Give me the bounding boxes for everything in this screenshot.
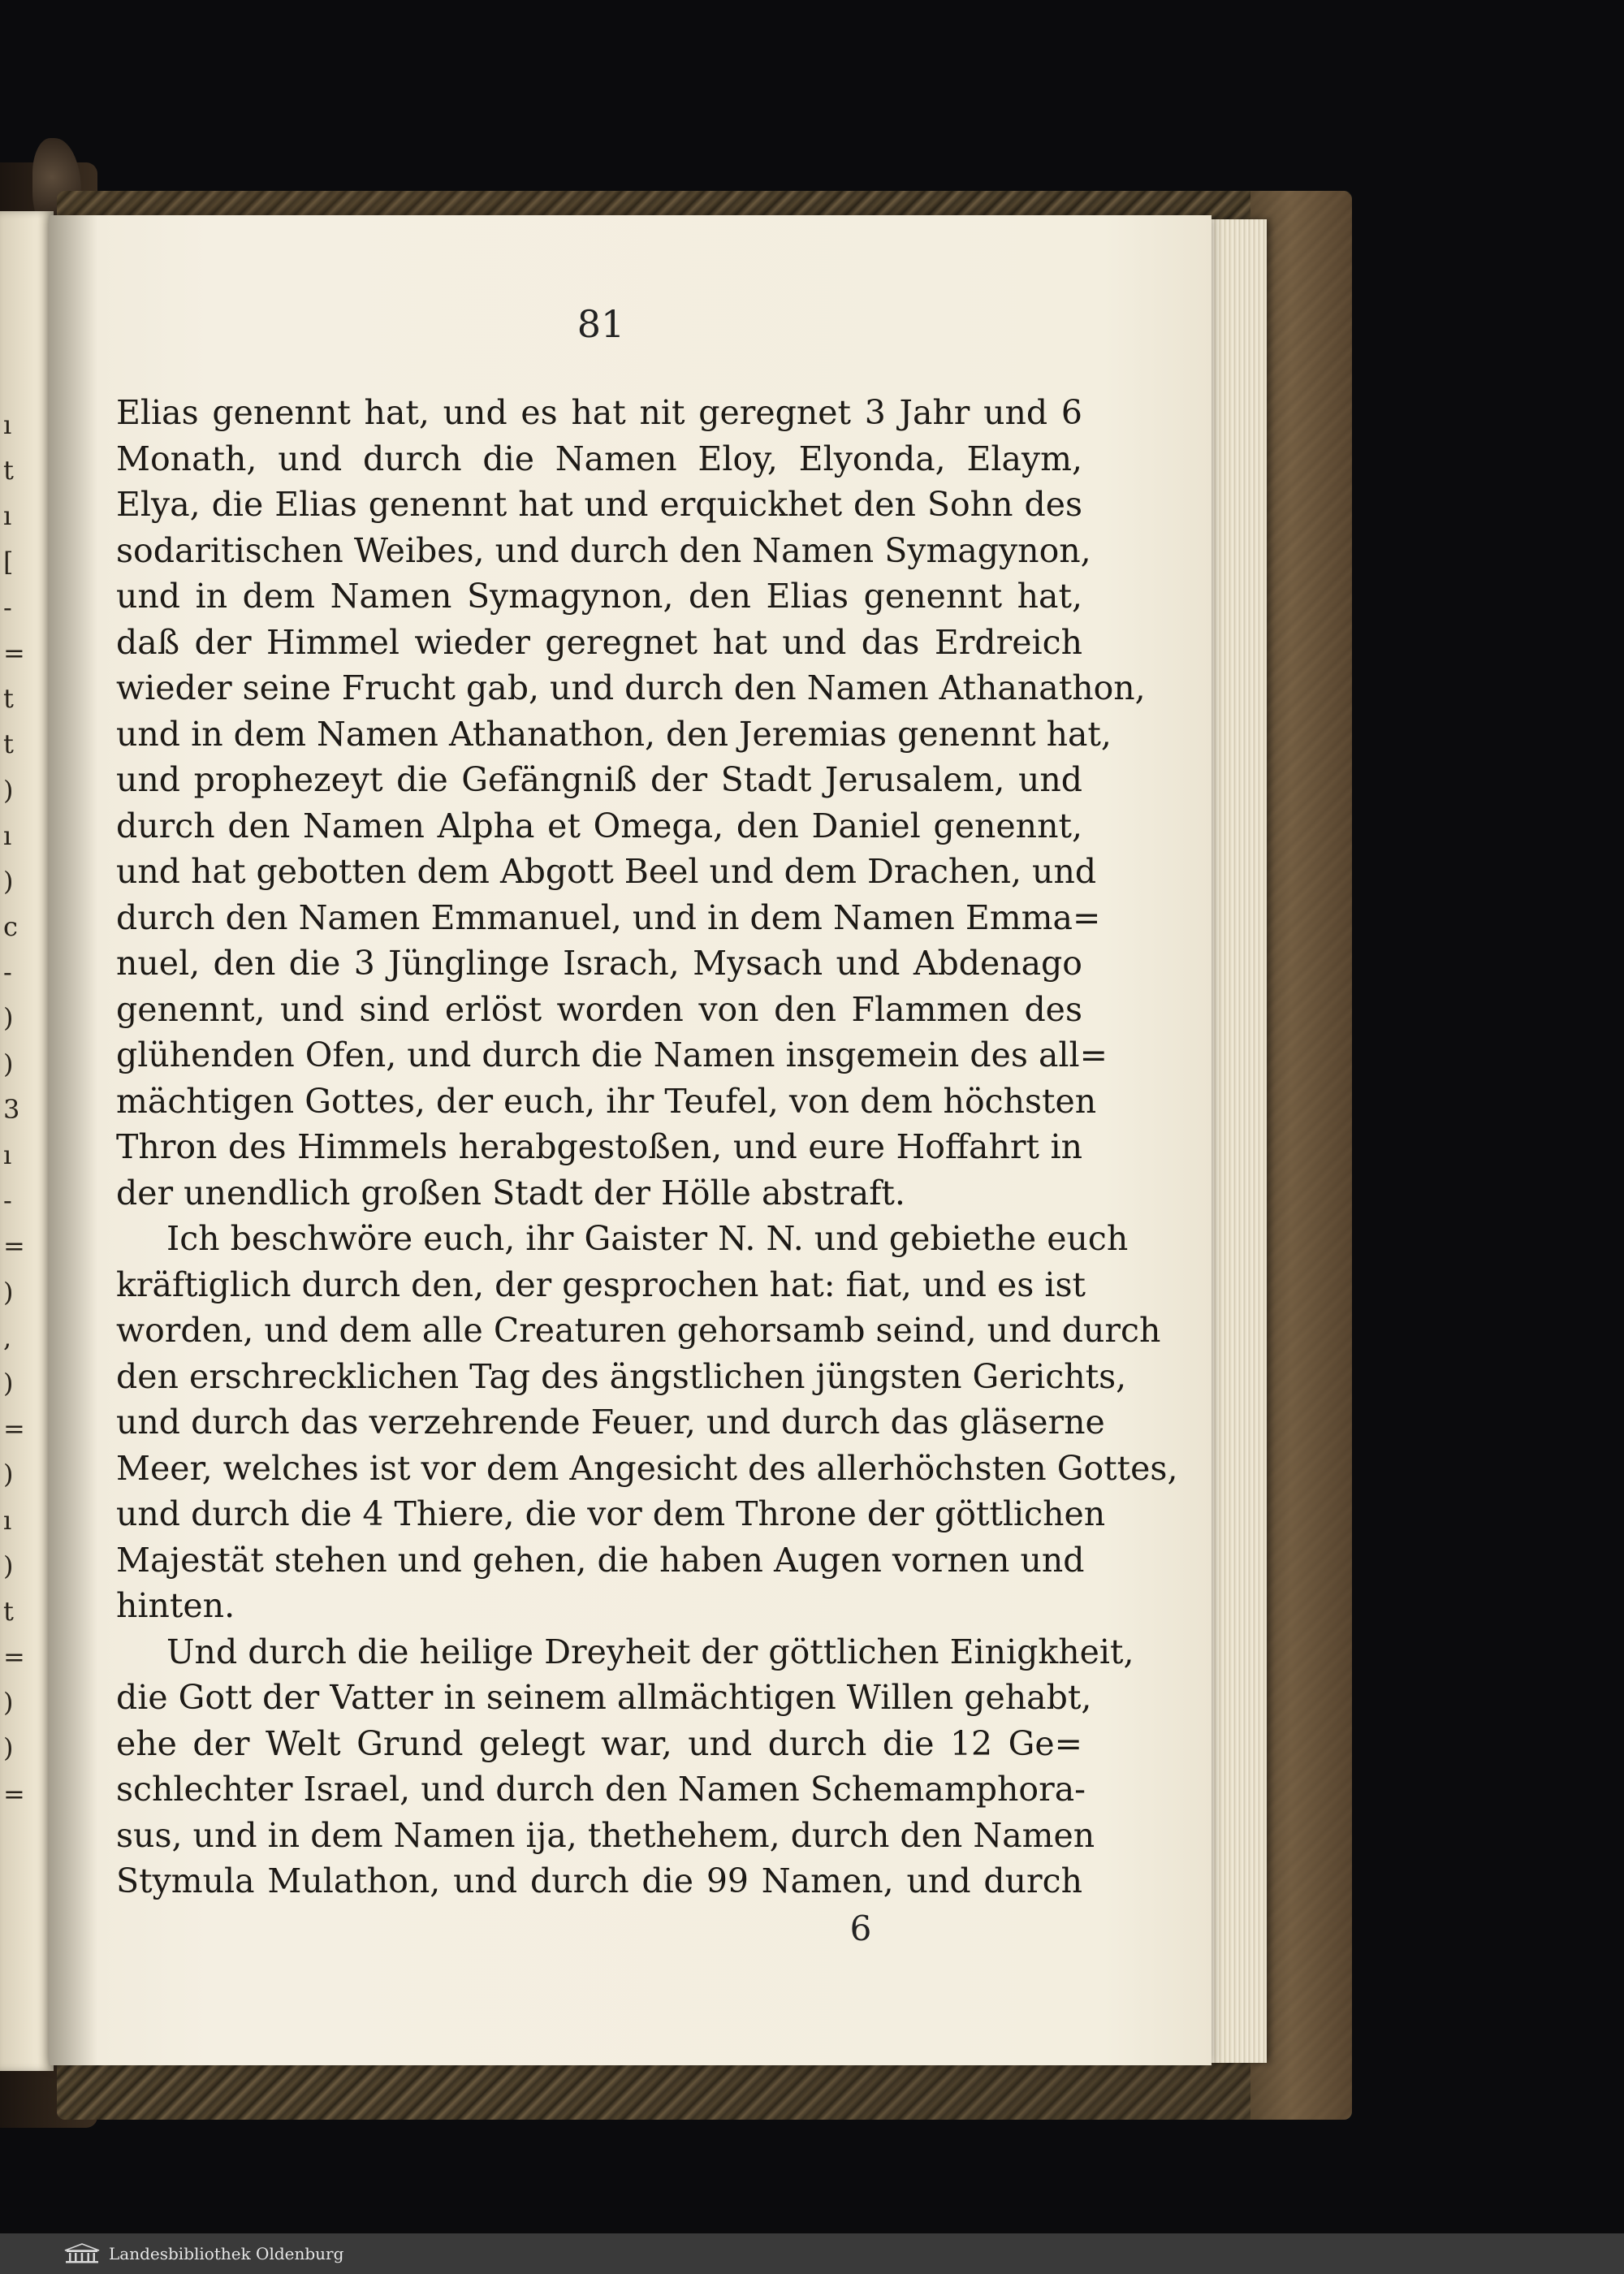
text-line: und prophezeyt die Gefängniß der Stadt Jerusalem, und [116,760,1082,799]
gutter-shadow [49,215,97,2065]
page-stack-edge [1202,219,1267,2063]
facing-page-char: t [3,455,14,486]
text-line: mächtigen Gottes, der euch, ihr Teufel, von dem höchsten [116,1081,1097,1121]
signature-mark: 6 [849,1909,872,1948]
facing-page-char: [ [3,546,14,577]
text-line: kräftiglich durch den, der gesprochen hat: fiat, und es ist [116,1265,1086,1304]
text-line: der unendlich großen Stadt der Hölle abstraft. [116,1173,905,1213]
facing-page-char: = [3,1778,25,1809]
text-line: worden, und dem alle Creaturen gehorsamb seind, und durch [116,1311,1161,1350]
text-line: Monath, und durch die Namen Eloy, Elyonda, Elaym, [116,439,1082,478]
text-line: und hat gebotten dem Abgott Beel und dem Drachen, und [116,852,1097,891]
facing-page-char: ı [3,1139,12,1170]
facing-page-char: ı [3,500,12,532]
text-line: Thron des Himmels herabgestoßen, und eure Hoffahrt in [116,1127,1082,1166]
text-line: und durch das verzehrende Feuer, und durch das gläserne [116,1403,1105,1442]
text-line: genennt, und sind erlöst worden von den Flammen des [116,989,1082,1029]
facing-page-char: t [3,1595,14,1627]
facing-page-char: ) [3,1367,14,1399]
text-line: Und durch die heilige Dreyheit der göttlichen Einigkheit, [166,1632,1134,1671]
text-line: ehe der Welt Grund gelegt war, und durch die 12 Ge= [116,1723,1082,1763]
text-line: und in dem Namen Athanathon, den Jeremias genennt hat, [116,714,1112,754]
facing-page-char: - [3,591,12,623]
facing-page-char: ) [3,1732,14,1764]
facing-page-char: ) [3,1687,14,1718]
facing-page-char: ) [3,1048,14,1079]
facing-page-char: = [3,1230,25,1262]
text-line: Meer, welches ist vor dem Angesicht des allerhöchsten Gottes, [116,1448,1178,1488]
facing-page-char: ) [3,774,14,806]
footer-bar [0,2233,1624,2274]
facing-page-char: ) [3,1276,14,1308]
page-number: 81 [577,302,625,346]
facing-page-char: ) [3,865,14,897]
text-line: sodaritischen Weibes, und durch den Namen Symagynon, [116,530,1091,570]
text-line: Elya, die Elias genennt hat und erquickhet den Sohn des [116,485,1082,524]
facing-page-char: , [3,1321,12,1353]
text-line: nuel, den die 3 Jünglinge Israch, Mysach und Abdenago [116,944,1082,983]
library-name: Landesbibliothek Oldenburg [109,2244,344,2263]
text-line: durch den Namen Alpha et Omega, den Daniel genennt, [116,806,1082,845]
text-line: sus, und in dem Namen ija, thethehem, durch den Namen [116,1815,1095,1855]
text-line: wieder seine Frucht gab, und durch den Namen Athanathon, [116,668,1146,707]
text-line: durch den Namen Emmanuel, und in dem Namen Emma= [116,897,1101,937]
facing-page-char: t [3,683,14,715]
text-line: und durch die 4 Thiere, die vor dem Throne der göttlichen [116,1494,1106,1533]
facing-page-char: - [3,1185,12,1217]
facing-page-char: ) [3,1459,14,1490]
facing-page-char: 3 [3,1093,20,1125]
library-building-icon [63,2243,101,2264]
text-line: schlechter Israel, und durch den Namen Schemamphora- [116,1770,1086,1809]
text-line: glühenden Ofen, und durch die Namen insgemein des all= [116,1035,1108,1074]
facing-page-char: t [3,728,14,760]
text-line: daß der Himmel wieder geregnet hat und das Erdreich [116,622,1082,662]
facing-page-char: ı [3,819,12,851]
facing-page-char: - [3,957,12,988]
text-line: und in dem Namen Symagynon, den Elias genennt hat, [116,577,1082,616]
facing-page-char: ı [3,409,12,440]
text-line: Stymula Mulathon, und durch die 99 Namen, und durch [116,1861,1082,1900]
facing-page-char: c [3,911,18,943]
facing-page-characters [3,402,28,1817]
text-line: Elias genennt hat, und es hat nit geregnet 3 Jahr und 6 [116,393,1082,432]
facing-page-char: = [3,1641,25,1673]
facing-page-char: ) [3,1550,14,1581]
body-text [116,390,1178,1904]
text-line: Majestät stehen und gehen, die haben Augen vornen und [116,1540,1085,1580]
facing-page-char: ı [3,1504,12,1536]
text-line: den erschrecklichen Tag des ängstlichen jüngsten Gerichts, [116,1356,1127,1396]
text-line: die Gott der Vatter in seinem allmächtigen Willen gehabt, [116,1678,1092,1717]
facing-page-char: ) [3,1002,14,1034]
facing-page-char: = [3,1413,25,1445]
facing-page-char: = [3,637,25,668]
text-line: hinten. [116,1586,235,1625]
text-line: Ich beschwöre euch, ihr Gaister N. N. und gebiethe euch [166,1219,1129,1258]
